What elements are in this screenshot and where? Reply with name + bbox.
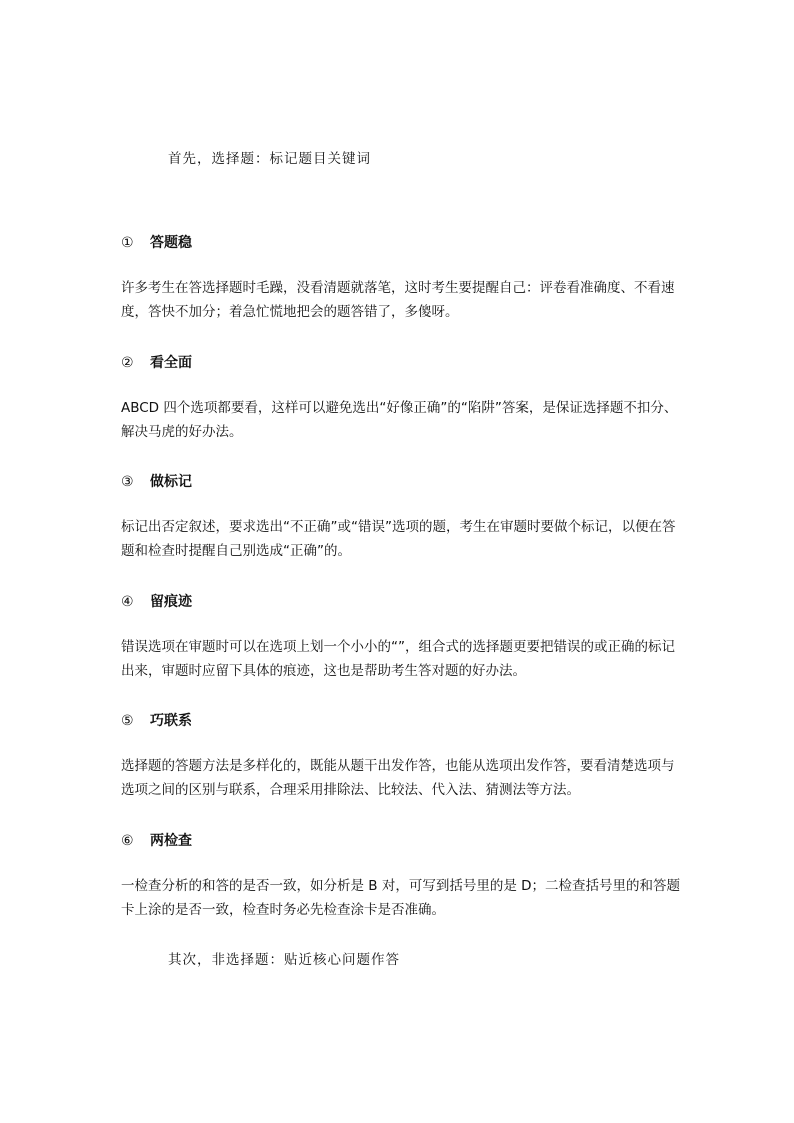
section-heading-2	[121, 352, 192, 372]
section-number: ④	[121, 594, 134, 610]
section-number: ③	[121, 474, 134, 490]
section-paragraph-2: ABCD 四个选项都要看，这样可以避免选出“好像正确”的“陷阱”答案，是保证选择题不扣分、解决马虎的好办法。	[121, 400, 678, 440]
section-title: 两检查	[150, 833, 192, 849]
section-number: ①	[121, 235, 134, 251]
section-title: 留痕迹	[150, 594, 192, 610]
section-number: ⑥	[121, 833, 134, 849]
section-number: ②	[121, 355, 134, 371]
section-title: 做标记	[150, 474, 192, 490]
section-title: 巧联系	[150, 713, 192, 729]
section-heading-5	[121, 710, 192, 730]
section-heading-4	[121, 591, 192, 611]
section-title: 答题稳	[150, 235, 192, 251]
section-heading-6	[121, 830, 192, 850]
section-paragraph-6: 一检查分析的和答的是否一致，如分析是 B 对，可写到括号里的是 D；二检查括号里的和答题卡上涂的是否一致，检查时务必先检查涂卡是否准确。	[121, 878, 681, 918]
section-number: ⑤	[121, 713, 134, 729]
section-paragraph-4: 错误选项在审题时可以在选项上划一个小小的“”，组合式的选择题更要把错误的或正确的标记出来，审题时应留下具体的痕迹，这也是帮助考生答对题的好办法。	[121, 639, 675, 679]
section-paragraph-5: 选择题的答题方法是多样化的，既能从题干出发作答，也能从选项出发作答，要看清楚选项与选项之间的区别与联系，合理采用排除法、比较法、代入法、猜测法等方法。	[121, 758, 675, 798]
section-heading-3	[121, 471, 192, 491]
section-heading-1	[121, 232, 192, 252]
outro-line: 其次，非选择题：贴近核心问题作答	[168, 952, 400, 968]
section-paragraph-3: 标记出否定叙述，要求选出“不正确”或“错误”选项的题，考生在审题时要做个标记，以便在答题和检查时提醒自己别选成“正确”的。	[121, 519, 676, 559]
intro-line: 首先，选择题：标记题目关键词	[168, 151, 371, 167]
section-paragraph-1: 许多考生在答选择题时毛躁，没看清题就落笔，这时考生要提醒自己：评卷看准确度、不看速度，答快不加分；着急忙慌地把会的题答错了，多傻呀。	[121, 280, 675, 320]
section-title: 看全面	[150, 355, 192, 371]
